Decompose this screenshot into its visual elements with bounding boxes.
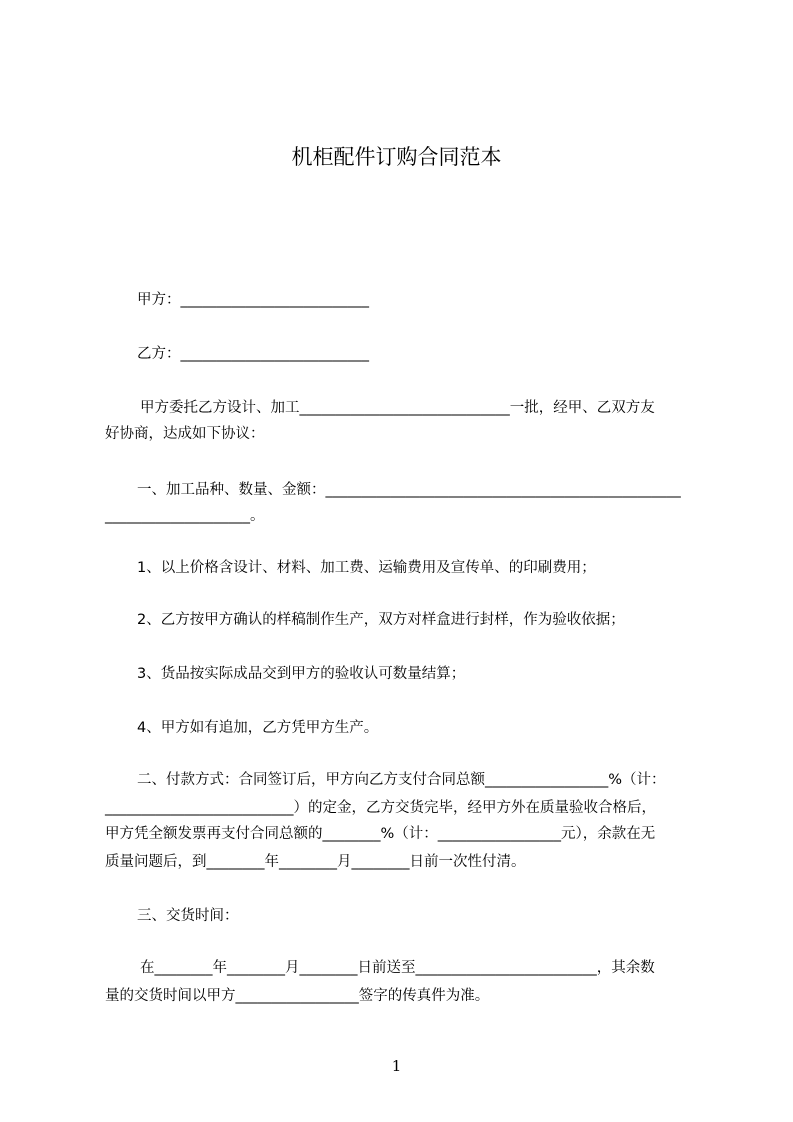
delivery-line-1: 在________年________月________日前送至_________________________，其余数 (140, 960, 655, 976)
payment-line-2: __________________________）的定金，乙方交货完毕，经甲方外在质量验收合格后， (105, 800, 656, 816)
clause-4: 4、甲方如有追加，乙方凭甲方生产。 (137, 720, 379, 736)
document-title: 机柜配件订购合同范本 (291, 145, 502, 169)
clause-3: 3、货品按实际成品交到甲方的验收认可数量结算； (137, 666, 466, 682)
page-number: 1 (391, 1057, 402, 1075)
payment-line-3: 甲方凭全额发票再支付合同总额的________%（计：_________________元），余款在无 (105, 826, 656, 842)
payment-line-1: 二、付款方式：合同签订后，甲方向乙方支付合同总额_________________%（计： (137, 772, 666, 788)
intro-paragraph-line-2: 好协商，达成如下协议： (105, 426, 265, 442)
clause-2: 2、乙方按甲方确认的样稿制作生产，双方对样盒进行封样，作为验收依据； (137, 612, 625, 628)
payment-line-4: 质量问题后，到________年________月________日前一次性付清。 (105, 854, 526, 870)
delivery-line-2: 量的交货时间以甲方_________________签字的传真件为准。 (105, 988, 490, 1004)
party-b-line: 乙方：__________________________ (137, 346, 369, 362)
section-1-heading-line-1: 一、加工品种、数量、金额：_________________________________________________ (137, 482, 681, 498)
section-1-heading-line-2: ____________________。 (105, 508, 265, 524)
intro-paragraph-line-1: 甲方委托乙方设计、加工_____________________________一批，经甲、乙双方友 (140, 400, 655, 416)
party-a-line: 甲方：__________________________ (137, 292, 369, 308)
clause-1: 1、以上价格含设计、材料、加工费、运输费用及宣传单、的印刷费用； (137, 560, 596, 576)
section-3-heading: 三、交货时间： (137, 908, 239, 924)
